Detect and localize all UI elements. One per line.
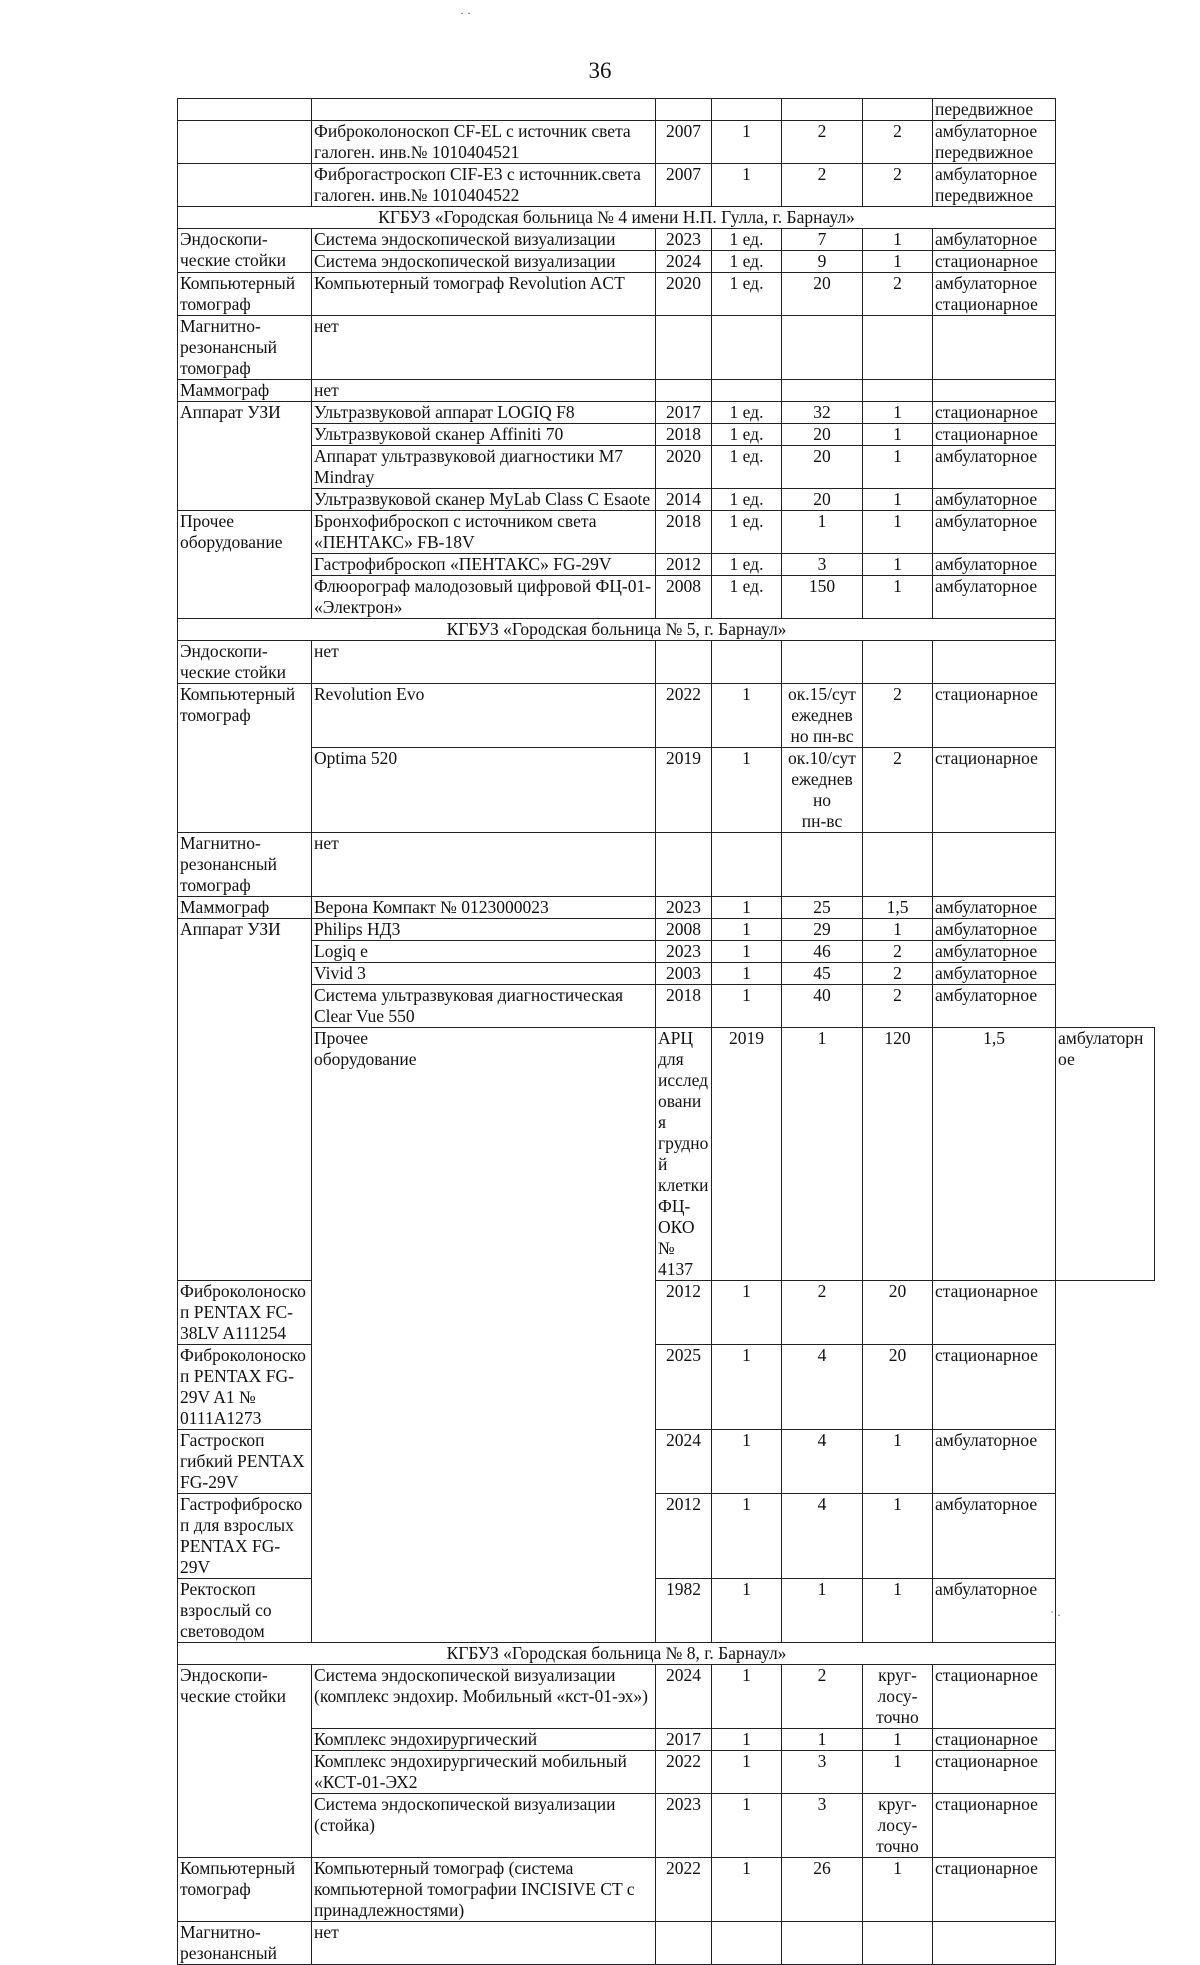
load-cell: 20 <box>782 446 863 489</box>
table-row <box>178 1028 1155 1281</box>
equipment-category-cell: Магнитно- резонансный <box>178 1922 312 1965</box>
mode-cell: стационарное <box>933 1858 1056 1922</box>
equipment-category-cell <box>178 99 312 121</box>
shifts-cell: 1 <box>863 424 933 446</box>
equipment-name-cell: Logiq e <box>312 941 656 963</box>
load-cell: 4 <box>782 1430 863 1494</box>
load-cell: 150 <box>782 576 863 619</box>
mode-cell: стационарное <box>933 1345 1056 1430</box>
year-cell: 2025 <box>656 1345 712 1430</box>
year-cell: 2017 <box>656 1729 712 1751</box>
mode-cell: амбулаторное <box>933 963 1056 985</box>
hospital-header-row <box>178 1643 1155 1665</box>
shifts-cell: 1 <box>863 251 933 273</box>
quantity-cell <box>712 316 782 380</box>
shifts-cell <box>863 316 933 380</box>
load-cell <box>782 833 863 897</box>
year-cell: 2014 <box>656 489 712 511</box>
shifts-cell <box>863 833 933 897</box>
quantity-cell: 1 <box>712 897 782 919</box>
equipment-name-cell: Optima 520 <box>312 748 656 833</box>
equipment-category-cell: Аппарат УЗИ <box>178 919 312 1281</box>
load-cell: 1 <box>782 511 863 554</box>
shifts-cell: 1 <box>863 1494 933 1579</box>
shifts-cell <box>863 99 933 121</box>
table-row <box>178 919 1155 941</box>
hospital-name: КГБУЗ «Городская больница № 8, г. Барнаул» <box>178 1643 1056 1665</box>
load-cell: 1 <box>782 1729 863 1751</box>
table-row <box>178 1665 1155 1729</box>
mode-cell: передвижное <box>933 99 1056 121</box>
table-row <box>178 1751 1155 1794</box>
mode-cell <box>933 833 1056 897</box>
equipment-name-cell: Система эндоскопической визуализации (комплекс эндохир. Мобильный «кст-01-эх») <box>312 1665 656 1729</box>
equipment-category-cell: Маммограф <box>178 380 312 402</box>
quantity-cell: 1 <box>712 1345 782 1430</box>
shifts-cell: 1 <box>863 229 933 251</box>
shifts-cell: 20 <box>863 1281 933 1345</box>
scan-mark: ˙.· <box>1050 1608 1061 1622</box>
year-cell: 2024 <box>656 251 712 273</box>
quantity-cell: 1 <box>712 1858 782 1922</box>
shifts-cell: 1 <box>863 1430 933 1494</box>
load-cell <box>782 1922 863 1965</box>
quantity-cell: 1 <box>712 1665 782 1729</box>
year-cell: 2012 <box>656 1494 712 1579</box>
quantity-cell: 1 <box>712 1794 782 1858</box>
year-cell: 2023 <box>656 941 712 963</box>
load-cell: 1 <box>782 1579 863 1643</box>
shifts-cell: 2 <box>863 748 933 833</box>
year-cell: 2020 <box>656 446 712 489</box>
quantity-cell: 1 <box>712 1729 782 1751</box>
mode-cell: амбулаторное <box>933 985 1056 1028</box>
table-row <box>178 1858 1155 1922</box>
mode-cell: стационарное <box>933 684 1056 748</box>
shifts-cell: 1 <box>863 489 933 511</box>
equipment-name-cell: нет <box>312 380 656 402</box>
quantity-cell: 1 ед. <box>712 424 782 446</box>
year-cell: 2008 <box>656 576 712 619</box>
year-cell <box>656 833 712 897</box>
quantity-cell: 1 ед. <box>712 251 782 273</box>
shifts-cell <box>863 641 933 684</box>
mode-cell: амбулаторное <box>933 1430 1056 1494</box>
quantity-cell: 1 ед. <box>712 511 782 554</box>
quantity-cell: 1 ед. <box>712 554 782 576</box>
shifts-cell: 2 <box>863 121 933 164</box>
mode-cell: стационарное <box>933 1751 1056 1794</box>
year-cell: 2024 <box>656 1430 712 1494</box>
equipment-category-cell <box>178 121 312 164</box>
year-cell: 2007 <box>656 164 712 207</box>
shifts-cell: 1 <box>863 511 933 554</box>
table-row <box>178 684 1155 748</box>
load-cell: 2 <box>782 164 863 207</box>
mode-cell: стационарное <box>933 748 1056 833</box>
quantity-cell: 1 <box>712 1430 782 1494</box>
load-cell: 29 <box>782 919 863 941</box>
load-cell: 32 <box>782 402 863 424</box>
table-row <box>178 229 1155 251</box>
mode-cell: амбулаторное стационарное <box>933 273 1056 316</box>
mode-cell: амбулаторное <box>933 576 1056 619</box>
load-cell <box>782 380 863 402</box>
hospital-name: КГБУЗ «Городская больница № 4 имени Н.П. Гулла, г. Барнаул» <box>178 207 1056 229</box>
equipment-name-cell: Компьютерный томограф Revolution ACT <box>312 273 656 316</box>
equipment-name-cell: нет <box>312 1922 656 1965</box>
year-cell: 2008 <box>656 919 712 941</box>
load-cell <box>782 641 863 684</box>
table-row <box>178 833 1155 897</box>
shifts-cell: 2 <box>863 963 933 985</box>
load-cell: 2 <box>782 121 863 164</box>
mode-cell: стационарное <box>933 251 1056 273</box>
equipment-category-cell: Маммограф <box>178 897 312 919</box>
year-cell: 2019 <box>712 1028 782 1281</box>
shifts-cell: 1,5 <box>863 897 933 919</box>
equipment-name-cell: Комплекс эндохирургический мобильный «КСТ-01-ЭХ2 <box>312 1751 656 1794</box>
equipment-name-cell: Гастроскоп гибкий PENTAX FG-29V <box>178 1430 312 1494</box>
equipment-name-cell: Верона Компакт № 0123000023 <box>312 897 656 919</box>
equipment-name-cell: Система эндоскопической визуализации <box>312 251 656 273</box>
shifts-cell: 20 <box>863 1345 933 1430</box>
table-row <box>178 273 1155 316</box>
equipment-name-cell: Philips HД3 <box>312 919 656 941</box>
equipment-category-cell: Прочее оборудование <box>312 1028 656 1643</box>
equipment-name-cell: Гастрофиброскоп «ПЕНТАКС» FG-29V <box>312 554 656 576</box>
equipment-category-cell: Эндоскопи- ческие стойки <box>178 641 312 684</box>
shifts-cell: круг- лосу- точно <box>863 1665 933 1729</box>
load-cell: 3 <box>782 1794 863 1858</box>
load-cell: 2 <box>782 1281 863 1345</box>
mode-cell <box>933 641 1056 684</box>
shifts-cell: 2 <box>863 164 933 207</box>
mode-cell: амбулаторное <box>933 1494 1056 1579</box>
mode-cell: амбулаторное передвижное <box>933 121 1056 164</box>
hospital-header-row <box>178 207 1155 229</box>
shifts-cell: 1 <box>863 554 933 576</box>
load-cell: 3 <box>782 1751 863 1794</box>
year-cell <box>656 99 712 121</box>
year-cell: 2018 <box>656 424 712 446</box>
quantity-cell: 1 ед. <box>712 402 782 424</box>
table-row <box>178 576 1155 619</box>
table-row <box>178 1794 1155 1858</box>
load-cell <box>782 316 863 380</box>
mode-cell: амбулаторное <box>1056 1028 1155 1281</box>
mode-cell <box>933 316 1056 380</box>
quantity-cell: 1 <box>782 1028 863 1281</box>
shifts-cell: 1 <box>863 1858 933 1922</box>
quantity-cell: 1 <box>712 1751 782 1794</box>
equipment-category-cell: Компьютерный томограф <box>178 684 312 833</box>
table-row <box>178 164 1155 207</box>
quantity-cell: 1 ед. <box>712 273 782 316</box>
year-cell <box>656 380 712 402</box>
shifts-cell <box>863 380 933 402</box>
quantity-cell: 1 ед. <box>712 489 782 511</box>
year-cell: 2023 <box>656 1794 712 1858</box>
load-cell: 40 <box>782 985 863 1028</box>
mode-cell: стационарное <box>933 424 1056 446</box>
load-cell: 120 <box>863 1028 933 1281</box>
equipment-category-cell: Компьютерный томограф <box>178 273 312 316</box>
load-cell: ок.10/сут ежеднев но пн-вс <box>782 748 863 833</box>
load-cell <box>782 99 863 121</box>
equipment-category-cell: Аппарат УЗИ <box>178 402 312 511</box>
load-cell: ок.15/сут ежеднев но пн-вс <box>782 684 863 748</box>
shifts-cell: 1,5 <box>933 1028 1056 1281</box>
equipment-name-cell: Система эндоскопической визуализации (стойка) <box>312 1794 656 1858</box>
hospital-name: КГБУЗ «Городская больница № 5, г. Барнаул» <box>178 619 1056 641</box>
mode-cell: стационарное <box>933 402 1056 424</box>
equipment-name-cell: Ультразвуковой сканер MyLab Class C Esaote <box>312 489 656 511</box>
equipment-name-cell: нет <box>312 833 656 897</box>
load-cell: 2 <box>782 1665 863 1729</box>
year-cell <box>656 1922 712 1965</box>
quantity-cell: 1 <box>712 1494 782 1579</box>
mode-cell: амбулаторное передвижное <box>933 164 1056 207</box>
equipment-category-cell: Магнитно- резонансный томограф <box>178 316 312 380</box>
year-cell: 2007 <box>656 121 712 164</box>
table-row <box>178 897 1155 919</box>
equipment-name-cell: АРЦ для исследования грудной клетки ФЦ-ОКО № 4137 <box>656 1028 712 1281</box>
mode-cell: стационарное <box>933 1281 1056 1345</box>
load-cell: 4 <box>782 1345 863 1430</box>
load-cell: 20 <box>782 273 863 316</box>
shifts-cell: 2 <box>863 941 933 963</box>
equipment-name-cell: Фиброколоноскоп CF-EL с источник света галоген. инв.№ 1010404521 <box>312 121 656 164</box>
quantity-cell: 1 ед. <box>712 446 782 489</box>
equipment-name-cell: Ультразвуковой сканер Affiniti 70 <box>312 424 656 446</box>
mode-cell: амбулаторное <box>933 446 1056 489</box>
shifts-cell: 1 <box>863 576 933 619</box>
table-row <box>178 380 1155 402</box>
shifts-cell: 1 <box>863 446 933 489</box>
load-cell: 4 <box>782 1494 863 1579</box>
equipment-name-cell: Система эндоскопической визуализации <box>312 229 656 251</box>
quantity-cell <box>712 641 782 684</box>
load-cell: 7 <box>782 229 863 251</box>
equipment-name-cell: Vivid 3 <box>312 963 656 985</box>
year-cell: 2017 <box>656 402 712 424</box>
equipment-name-cell: Система ультразвуковая диагностическая Clear Vue 550 <box>312 985 656 1028</box>
quantity-cell: 1 <box>712 1579 782 1643</box>
mode-cell: амбулаторное <box>933 919 1056 941</box>
load-cell: 20 <box>782 424 863 446</box>
quantity-cell: 1 <box>712 1281 782 1345</box>
year-cell: 2024 <box>656 1665 712 1729</box>
shifts-cell: 1 <box>863 402 933 424</box>
equipment-name-cell: Ректоскоп взрослый со световодом <box>178 1579 312 1643</box>
hospital-header-row <box>178 619 1155 641</box>
quantity-cell: 1 ед. <box>712 576 782 619</box>
quantity-cell: 1 <box>712 684 782 748</box>
equipment-category-cell <box>178 164 312 207</box>
table-row <box>178 985 1155 1028</box>
equipment-name-cell: Комплекс эндохирургический <box>312 1729 656 1751</box>
table-row <box>178 251 1155 273</box>
table-row <box>178 316 1155 380</box>
equipment-name-cell: нет <box>312 641 656 684</box>
quantity-cell: 1 <box>712 941 782 963</box>
table-row <box>178 1922 1155 1965</box>
quantity-cell: 1 <box>712 985 782 1028</box>
equipment-table-container <box>177 98 1155 1965</box>
equipment-category-cell: Магнитно- резонансный томограф <box>178 833 312 897</box>
year-cell: 2012 <box>656 554 712 576</box>
year-cell: 2019 <box>656 748 712 833</box>
shifts-cell: 1 <box>863 1751 933 1794</box>
equipment-name-cell: Бронхофиброскоп с источником света «ПЕНТАКС» FB-18V <box>312 511 656 554</box>
mode-cell: амбулаторное <box>933 1579 1056 1643</box>
scan-mark: · · <box>460 6 471 20</box>
table-row <box>178 511 1155 554</box>
equipment-category-cell: Прочее оборудование <box>178 511 312 619</box>
equipment-name-cell: Фиброколоноскоп PENTAX FC-38LV A111254 <box>178 1281 312 1345</box>
mode-cell: амбулаторное <box>933 897 1056 919</box>
quantity-cell: 1 <box>712 164 782 207</box>
quantity-cell: 1 <box>712 963 782 985</box>
year-cell: 2022 <box>656 1858 712 1922</box>
year-cell: 2018 <box>656 511 712 554</box>
mode-cell: амбулаторное <box>933 941 1056 963</box>
table-row <box>178 99 1155 121</box>
equipment-category-cell: Эндоскопи- ческие стойки <box>178 229 312 273</box>
shifts-cell: 2 <box>863 684 933 748</box>
mode-cell <box>933 380 1056 402</box>
equipment-name-cell: Revolution Evo <box>312 684 656 748</box>
year-cell: 2022 <box>656 1751 712 1794</box>
mode-cell: стационарное <box>933 1729 1056 1751</box>
table-row <box>178 941 1155 963</box>
shifts-cell: 1 <box>863 1729 933 1751</box>
mode-cell: амбулаторное <box>933 511 1056 554</box>
quantity-cell: 1 <box>712 919 782 941</box>
year-cell: 1982 <box>656 1579 712 1643</box>
mode-cell: амбулаторное <box>933 489 1056 511</box>
quantity-cell: 1 <box>712 748 782 833</box>
mode-cell: амбулаторное <box>933 554 1056 576</box>
shifts-cell: 1 <box>863 1579 933 1643</box>
load-cell: 9 <box>782 251 863 273</box>
table-row <box>178 554 1155 576</box>
load-cell: 45 <box>782 963 863 985</box>
year-cell <box>656 316 712 380</box>
equipment-category-cell: Компьютерный томограф <box>178 1858 312 1922</box>
load-cell: 3 <box>782 554 863 576</box>
table-row <box>178 963 1155 985</box>
quantity-cell <box>712 833 782 897</box>
mode-cell: стационарное <box>933 1794 1056 1858</box>
load-cell: 26 <box>782 1858 863 1922</box>
year-cell: 2022 <box>656 684 712 748</box>
equipment-name-cell: Аппарат ультразвуковой диагностики М7 Mindray <box>312 446 656 489</box>
year-cell: 2023 <box>656 229 712 251</box>
table-row <box>178 748 1155 833</box>
equipment-name-cell: Компьютерный томограф (система компьютерной томографии INCISIVE CT с принадлежностями) <box>312 1858 656 1922</box>
mode-cell: стационарное <box>933 1665 1056 1729</box>
load-cell: 25 <box>782 897 863 919</box>
quantity-cell <box>712 380 782 402</box>
equipment-table <box>177 98 1155 1965</box>
mode-cell: амбулаторное <box>933 229 1056 251</box>
table-row <box>178 424 1155 446</box>
table-row <box>178 641 1155 684</box>
shifts-cell: круг- лосу- точно <box>863 1794 933 1858</box>
table-row <box>178 402 1155 424</box>
equipment-name-cell: Флюорограф малодозовый цифровой ФЦ-01- «Электрон» <box>312 576 656 619</box>
year-cell: 2018 <box>656 985 712 1028</box>
year-cell: 2003 <box>656 963 712 985</box>
equipment-name-cell: Гастрофиброскоп для взрослых PENTAX FG-29V <box>178 1494 312 1579</box>
quantity-cell: 1 ед. <box>712 229 782 251</box>
shifts-cell: 2 <box>863 985 933 1028</box>
equipment-category-cell: Эндоскопи- ческие стойки <box>178 1665 312 1858</box>
equipment-name-cell: Ультразвуковой аппарат LOGIQ F8 <box>312 402 656 424</box>
mode-cell <box>933 1922 1056 1965</box>
equipment-name-cell: нет <box>312 316 656 380</box>
table-row <box>178 446 1155 489</box>
load-cell: 20 <box>782 489 863 511</box>
table-row <box>178 121 1155 164</box>
equipment-name-cell <box>312 99 656 121</box>
year-cell: 2020 <box>656 273 712 316</box>
year-cell <box>656 641 712 684</box>
quantity-cell <box>712 1922 782 1965</box>
equipment-name-cell: Фиброгастроскоп CIF-E3 с источнник.света галоген. инв.№ 1010404522 <box>312 164 656 207</box>
table-row <box>178 1729 1155 1751</box>
shifts-cell: 2 <box>863 273 933 316</box>
equipment-name-cell: Фиброколоноскоп PENTAX FG-29V A1 № 0111A1273 <box>178 1345 312 1430</box>
quantity-cell <box>712 99 782 121</box>
year-cell: 2023 <box>656 897 712 919</box>
load-cell: 46 <box>782 941 863 963</box>
table-row <box>178 489 1155 511</box>
shifts-cell <box>863 1922 933 1965</box>
page-number: 36 <box>588 58 612 83</box>
quantity-cell: 1 <box>712 121 782 164</box>
year-cell: 2012 <box>656 1281 712 1345</box>
shifts-cell: 1 <box>863 919 933 941</box>
